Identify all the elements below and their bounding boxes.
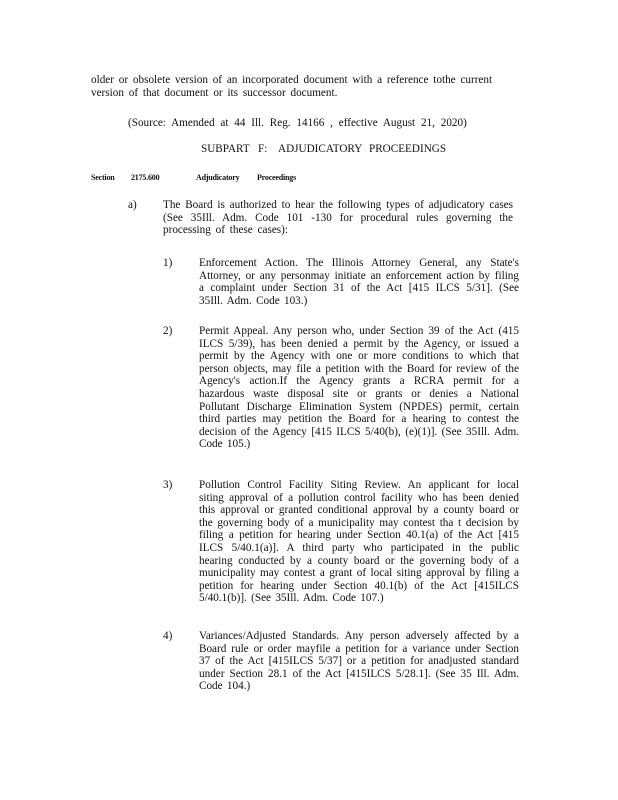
item-2-text: Permit Appeal. Any person who, under Section 39 of the Act (415 ILCS 5/39), has been denied a permit by the Agency, or issued a permit by the Agency with one or more conditions to which that person objects, may file a petition with the Board for review of the Agency's action.If the Agency grants a RCRA permit for a hazardous waste disposal site or grants or denies a National Pollutant Discharge Elimination System (NPDES) permit, certain third parties may petition the Board for a hearing to contest the decision of the Agency [415 ILCS 5/40(b), (e)(1)]. (See 35Ill. Adm. Code 105.) bbox=[199, 325, 519, 451]
subpart-title: ADJUDICATORY bbox=[278, 143, 363, 155]
intro-line-1: older or obsolete version of an incorporated document with a reference tothe current bbox=[91, 74, 493, 86]
item-2-number: 2) bbox=[163, 325, 173, 337]
section-label: Section bbox=[91, 173, 115, 182]
section-title: Adjudicatory bbox=[196, 173, 240, 182]
subpart-letter: F: bbox=[258, 143, 268, 155]
subpart-title-2: PROCEEDINGS bbox=[369, 143, 447, 155]
intro-paragraph bbox=[91, 74, 511, 99]
item-1-number: 1) bbox=[163, 257, 173, 269]
section-title-2: Proceedings bbox=[257, 173, 296, 182]
item-a-label: a) bbox=[128, 199, 137, 211]
item-1-text: Enforcement Action. The Illinois Attorney General, any State's Attorney, or any personmay initiate an enforcement action by filing a complaint under Section 31 of the Act [415 ILCS 5/31]. (See 35Ill. Adm. Code 103.) bbox=[199, 257, 519, 307]
item-4-number: 4) bbox=[163, 630, 173, 642]
source-note: (Source: Amended at 44 Ill. Reg. 14166 , effective August 21, 2020) bbox=[128, 117, 467, 129]
item-4-text: Variances/Adjusted Standards. Any person adversely affected by a Board rule or order mayfile a petition for a variance under Section 37 of the Act [415ILCS 5/37] or a petition for anadjusted standard under Section 28.1 of the Act [415ILCS 5/28.1]. (See 35 Ill. Adm. Code 104.) bbox=[199, 630, 519, 693]
intro-line-2: version of that document or its successor document. bbox=[91, 86, 338, 99]
section-number: 2175.600 bbox=[131, 173, 160, 182]
subpart-label: SUBPART bbox=[201, 143, 250, 155]
item-a-text: The Board is authorized to hear the following types of adjudicatory cases (See 35Ill. Adm. Code 101 -130 for procedural rules governing the processing of these cases): bbox=[163, 199, 513, 237]
item-3-number: 3) bbox=[163, 479, 173, 491]
item-3-text: Pollution Control Facility Siting Review. An applicant for local siting approval of a pollution control facility who has been denied this approval or granted conditional approval by a county board or the governing body of a municipality may contest tha t decision by filing a petition for hearing under Section 40.1(a) of the Act [415 ILCS 5/40.1(a)]. A third party who participated in the public hearing conducted by a county board or the governing body of a municipality may contest a grant of local siting approval by filing a petition for hearing under Section 40.1(b) of the Act [415ILCS 5/40.1(b)]. (See 35Ill. Adm. Code 107.) bbox=[199, 479, 519, 605]
